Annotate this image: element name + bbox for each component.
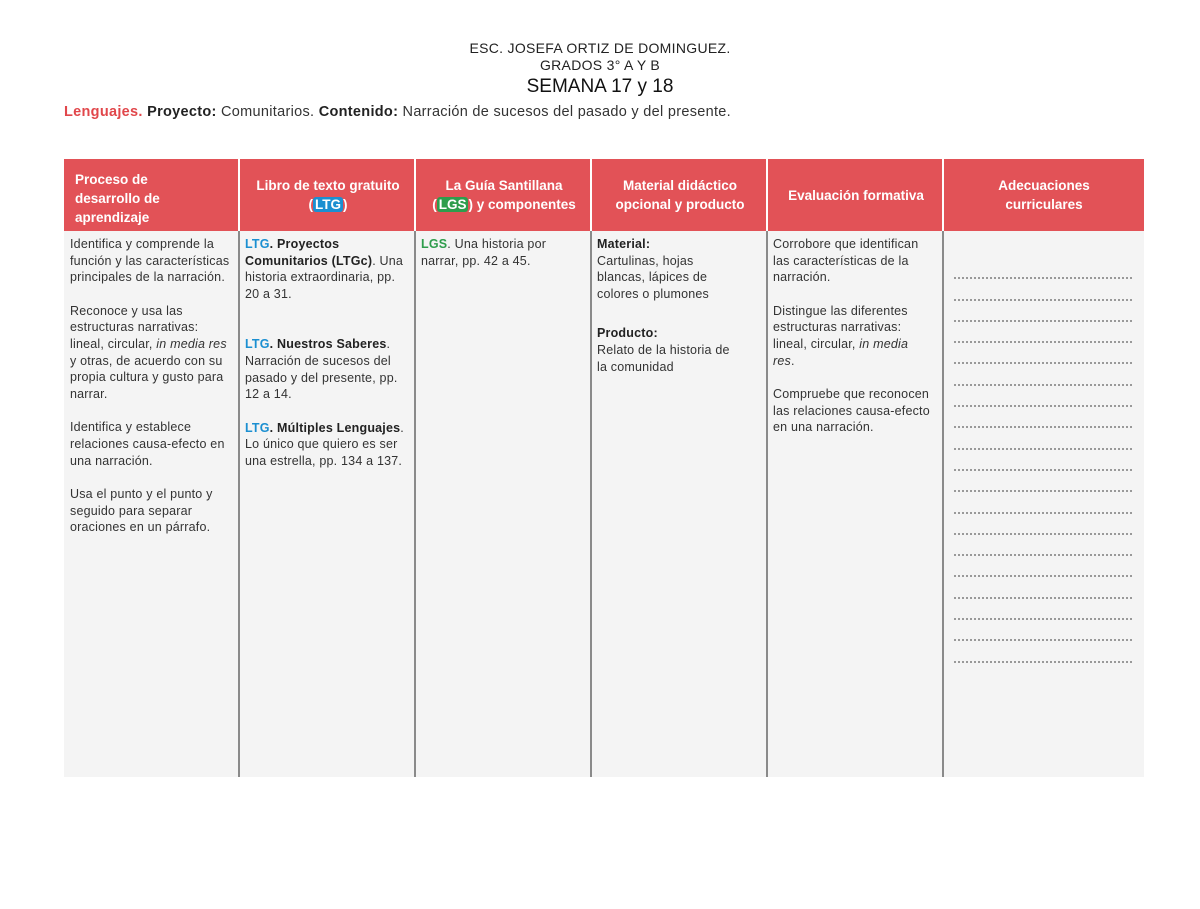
header-guia: La Guía Santillana ( LGS ) y componentes [416, 159, 592, 231]
ltg-badge: LTG [315, 197, 341, 212]
column-proceso [64, 159, 240, 777]
week-title: SEMANA 17 y 18 [526, 76, 674, 97]
subtitle-line [64, 104, 731, 120]
column-adecuaciones [944, 159, 1144, 777]
libro-item-2: LTG. Nuestros Saberes. Narración de sucesos del pasado y del presente, pp. 12 a 14. [245, 337, 398, 402]
writing-line [954, 301, 1132, 322]
cell-guia [416, 231, 592, 269]
header-evaluacion: Evaluación formativa [768, 159, 944, 231]
header-material: Material didáctico opcional y producto [592, 159, 768, 231]
proceso-item-1: Identifica y comprende la función y las características principales de la narración. [70, 237, 230, 285]
writing-line [954, 577, 1132, 598]
column-material [592, 159, 768, 777]
planning-table [64, 159, 1144, 777]
cell-evaluacion [768, 231, 944, 436]
writing-line [954, 471, 1132, 492]
project-value: Comunitarios. [216, 104, 319, 120]
header-libro: Libro de texto gratuito ( LTG ) [240, 159, 416, 231]
writing-line [954, 343, 1132, 364]
writing-line [954, 364, 1132, 385]
proceso-item-3: Identifica y establece relaciones causa-efecto en una narración. [70, 420, 225, 468]
lgs-badge: LGS [438, 197, 467, 212]
proceso-item-4: Usa el punto y el punto y seguido para separar oraciones en un párrafo. [70, 487, 213, 535]
content-value: Narración de sucesos del pasado y del presente. [398, 104, 732, 120]
cell-material [592, 231, 768, 375]
header-proceso: Proceso de desarrollo de aprendizaje [64, 159, 240, 231]
document-header [0, 40, 1200, 99]
evaluacion-item-3: Compruebe que reconocen las relaciones causa-efecto en una narración. [773, 387, 930, 435]
writing-line [954, 450, 1132, 471]
writing-line [954, 535, 1132, 556]
writing-line [954, 279, 1132, 300]
writing-line [954, 258, 1132, 279]
grades-line: GRADOS 3° A Y B [539, 57, 661, 73]
evaluacion-item-1: Corrobore que identifican las características de la narración. [773, 237, 919, 285]
libro-item-1: LTG. Proyectos Comunitarios (LTGc). Una historia extraordinaria, pp. 20 a 31. [245, 237, 404, 301]
libro-item-3: LTG. Múltiples Lenguajes. Lo único que quiero es ser una estrella, pp. 134 a 137. [245, 420, 404, 468]
writing-lines [944, 231, 1144, 663]
writing-line [954, 407, 1132, 428]
writing-line [954, 386, 1132, 407]
cell-libro [240, 231, 416, 470]
school-name: ESC. JOSEFA ORTIZ DE DOMINGUEZ. [469, 40, 731, 56]
guia-item-1: LGS. Una historia por narrar, pp. 42 a 45. [421, 237, 547, 268]
header-adecuaciones: Adecuaciones curriculares [944, 159, 1144, 231]
writing-line [954, 599, 1132, 620]
writing-line [954, 556, 1132, 577]
column-guia [416, 159, 592, 777]
proceso-item-2: Reconoce y usa las estructuras narrativas: lineal, circular, in media res y otras, de acuerdo con su propia cultura y gusto para narrar. [70, 303, 227, 401]
evaluacion-item-2: Distingue las diferentes estructuras narrativas: lineal, circular, in media res. [773, 303, 909, 368]
cell-proceso [64, 231, 240, 536]
writing-line [954, 620, 1132, 641]
writing-line [954, 514, 1132, 535]
producto-block: Producto: Relato de la historia de la comunidad [597, 326, 730, 374]
writing-line [954, 641, 1132, 662]
column-evaluacion [768, 159, 944, 777]
writing-line [954, 322, 1132, 343]
subject-label: Lenguajes. [64, 104, 143, 120]
column-libro [240, 159, 416, 777]
material-block: Material: Cartulinas, hojas blancas, lápices de colores o plumones [597, 237, 709, 301]
content-label: Contenido: [318, 104, 399, 120]
project-label: Proyecto: [147, 104, 217, 120]
writing-line [954, 492, 1132, 513]
writing-line [954, 428, 1132, 449]
